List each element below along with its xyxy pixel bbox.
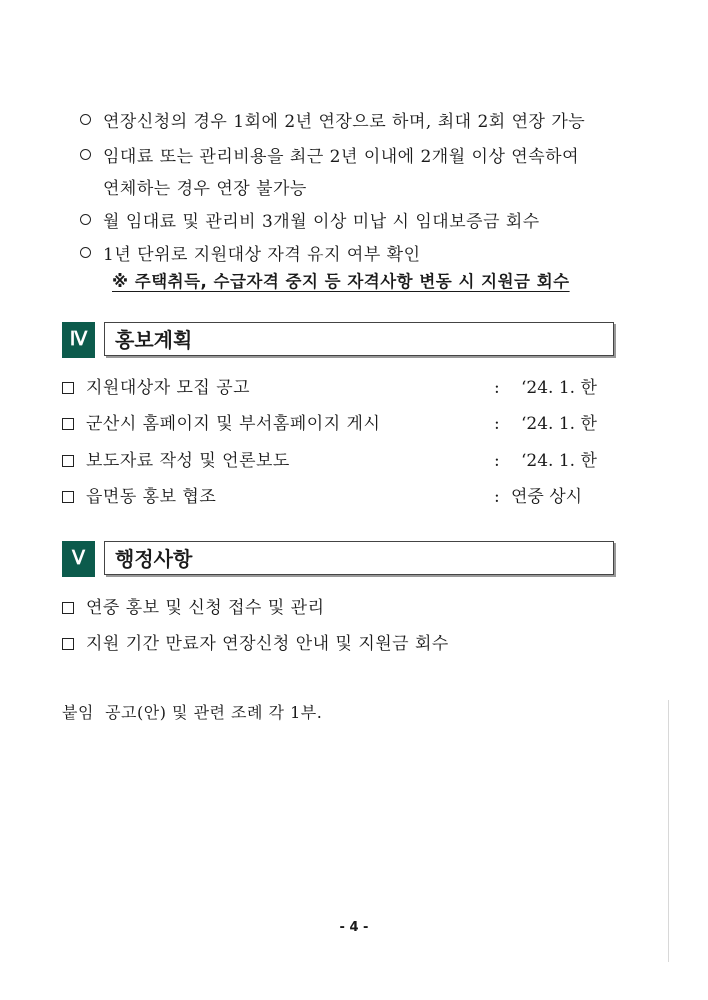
square-bullet-icon (62, 638, 74, 650)
square-bullet-icon (62, 602, 74, 614)
promotion-item-sep: : (494, 414, 500, 434)
promotion-item-date: ‘24. 1. 한 (521, 451, 597, 471)
square-bullet-icon (62, 455, 74, 467)
eligibility-item: 임대료 또는 관리비용을 최근 2년 이내에 2개월 이상 연속하여 (80, 145, 579, 169)
promotion-item: 군산시 홈페이지 및 부서홈페이지 게시 (62, 412, 380, 436)
section-number: Ⅳ (62, 322, 95, 358)
eligibility-item: 연장신청의 경우 1회에 2년 연장으로 하며, 최대 2회 연장 가능 (80, 110, 585, 134)
circle-bullet-icon (80, 247, 91, 258)
promotion-item-date: ‘24. 1. 한 (521, 378, 597, 398)
square-bullet-icon (62, 418, 74, 430)
eligibility-item: 1년 단위로 지원대상 자격 유지 여부 확인 (80, 243, 421, 267)
circle-bullet-icon (80, 149, 91, 160)
square-bullet-icon (62, 382, 74, 394)
circle-bullet-icon (80, 214, 91, 225)
eligibility-item-continuation: 연체하는 경우 연장 불가능 (103, 179, 307, 199)
promotion-item-sep: : (494, 378, 500, 398)
attachment-note: 붙임 공고(안) 및 관련 조례 각 1부. (62, 703, 323, 722)
section-header-promotion (62, 322, 614, 358)
square-bullet-icon (62, 491, 74, 503)
page-number: - 4 - (339, 920, 369, 935)
promotion-item-date: 연중 상시 (511, 487, 583, 507)
promotion-item-sep: : (494, 451, 500, 471)
eligibility-item: 월 임대료 및 관리비 3개월 이상 미납 시 임대보증금 회수 (80, 210, 540, 234)
promotion-item: 지원대상자 모집 공고 (62, 376, 250, 400)
admin-item: 지원 기간 만료자 연장신청 안내 및 지원금 회수 (62, 632, 449, 656)
promotion-item-sep: : (494, 487, 500, 507)
promotion-item: 보도자료 작성 및 언론보도 (62, 449, 290, 473)
eligibility-note: ※ 주택취득, 수급자격 중지 등 자격사항 변동 시 지원금 회수 (112, 272, 570, 291)
section-header-administration (62, 541, 614, 577)
section-number: Ⅴ (62, 541, 95, 577)
section-title: 홍보계획 (104, 322, 614, 356)
promotion-item-date: ‘24. 1. 한 (521, 414, 597, 434)
section-title: 행정사항 (104, 541, 614, 575)
promotion-item: 읍면동 홍보 협조 (62, 485, 216, 509)
admin-item: 연중 홍보 및 신청 접수 및 관리 (62, 596, 325, 620)
circle-bullet-icon (80, 114, 91, 125)
